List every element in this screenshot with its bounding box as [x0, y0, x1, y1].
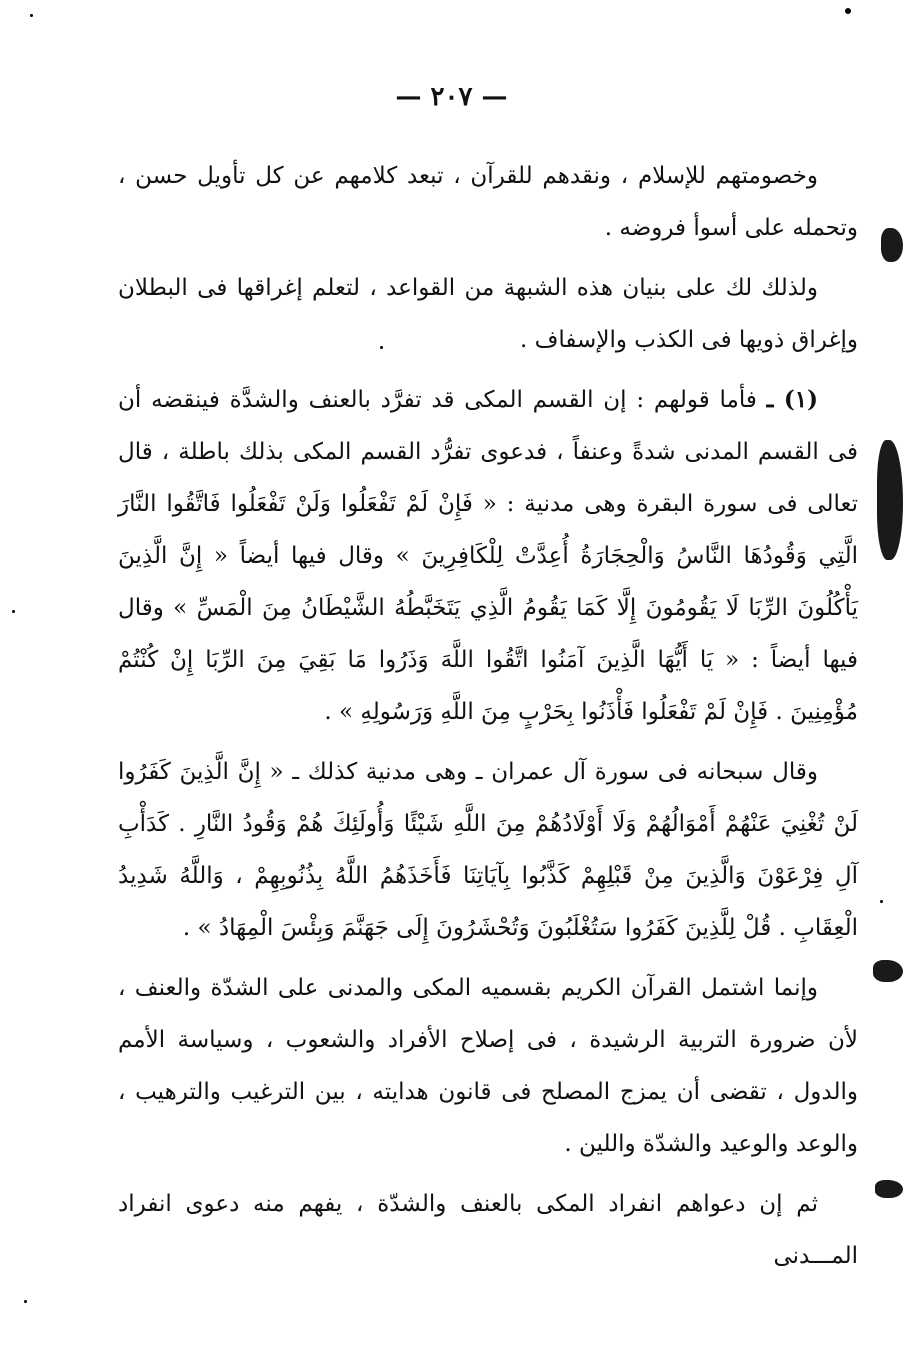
- page-body: [118, 150, 858, 1290]
- paragraph-6: ثم إن دعواهم انفراد المكى بالعنف والشدّة ، يفهم منه دعوى انفراد المـــدنى: [118, 1191, 858, 1269]
- paragraph-3-text: فأما قولهم : إن القسم المكى قد تفرَّد بالعنف والشدَّة فينقضه أن فى القسم المدنى شدةً وعنفاً ، فدعوى تفرُّد القسم المكى بذلك باطلة ، قال تعالى فى سورة البقرة وهى مدنية : « فَإِنْ لَمْ تَفْعَلُوا وَلَنْ تَفْعَلُوا فَاتَّقُوا النَّارَ الَّتِي وَقُودُهَا النَّاسُ وَالْحِجَارَةُ أُعِدَّتْ لِلْكَافِرِينَ » وقال فيها أيضاً « إِنَّ الَّذِينَ يَأْكُلُونَ الرِّبَا لَا يَقُومُونَ إِلَّا كَمَا يَقُومُ الَّذِي يَتَخَبَّطُهُ الشَّيْطَانُ مِنَ الْمَسِّ » وقال فيها أيضاً : « يَا أَيُّهَا الَّذِينَ آمَنُوا اتَّقُوا اللَّهَ وَذَرُوا مَا بَقِيَ مِنَ الرِّبَا إِنْ كُنْتُمْ مُؤْمِنِينَ . فَإِنْ لَمْ تَفْعَلُوا فَأْذَنُوا بِحَرْبٍ مِنَ اللَّهِ وَرَسُولِهِ » .: [118, 387, 858, 725]
- ink-blot-bottom: [875, 1180, 903, 1198]
- ink-blot-middle: [877, 440, 903, 560]
- paragraph-1: وخصومتهم للإسلام ، ونقدهم للقرآن ، تبعد كلامهم عن كل تأويل حسن ، وتحمله على أسوأ فروضه .: [118, 163, 858, 241]
- ink-blot-lower: [873, 960, 903, 982]
- paragraph-5: وإنما اشتمل القرآن الكريم بقسميه المكى والمدنى على الشدّة والعنف ، لأن ضرورة التربية الرشيدة ، فى إصلاح الأفراد والشعوب ، وسياسة الأمم والدول ، تقضى أن يمزج المصلح فى قانون هدايته ، بين الترغيب والترهيب ، والوعد والوعيد والشدّة واللين .: [118, 975, 858, 1157]
- paragraph-4: وقال سبحانه فى سورة آل عمران ـ وهى مدنية كذلك ـ « إِنَّ الَّذِينَ كَفَرُوا لَنْ تُغْنِيَ عَنْهُمْ أَمْوَالُهُمْ وَلَا أَوْلَادُهُمْ مِنَ اللَّهِ شَيْئًا وَأُولَئِكَ هُمْ وَقُودُ النَّارِ . كَدَأْبِ آلِ فِرْعَوْنَ وَالَّذِينَ مِنْ قَبْلِهِمْ كَذَّبُوا بِآيَاتِنَا فَأَخَذَهُمُ اللَّهُ بِذُنُوبِهِمْ ، وَاللَّهُ شَدِيدُ الْعِقَابِ . قُلْ لِلَّذِينَ كَفَرُوا سَتُغْلَبُونَ وَتُحْشَرُونَ إِلَى جَهَنَّمَ وَبِئْسَ الْمِهَادُ » .: [118, 759, 858, 941]
- scan-speck: [845, 8, 851, 14]
- section-marker: (١) ـ: [766, 386, 818, 413]
- scan-speck: [24, 1300, 27, 1303]
- ink-blot-top: [881, 228, 903, 262]
- scan-speck: [380, 346, 383, 349]
- paragraph-2: ولذلك لك على بنيان هذه الشبهة من القواعد ، لتعلم إغراقها فى البطلان وإغراق ذويها فى الكذب والإسفاف .: [118, 275, 858, 353]
- scan-speck: [880, 900, 883, 903]
- scan-speck: [12, 610, 15, 613]
- scan-speck: [30, 14, 33, 17]
- page-number: — ٢٠٧ —: [395, 82, 508, 112]
- paragraph-3: [118, 374, 858, 738]
